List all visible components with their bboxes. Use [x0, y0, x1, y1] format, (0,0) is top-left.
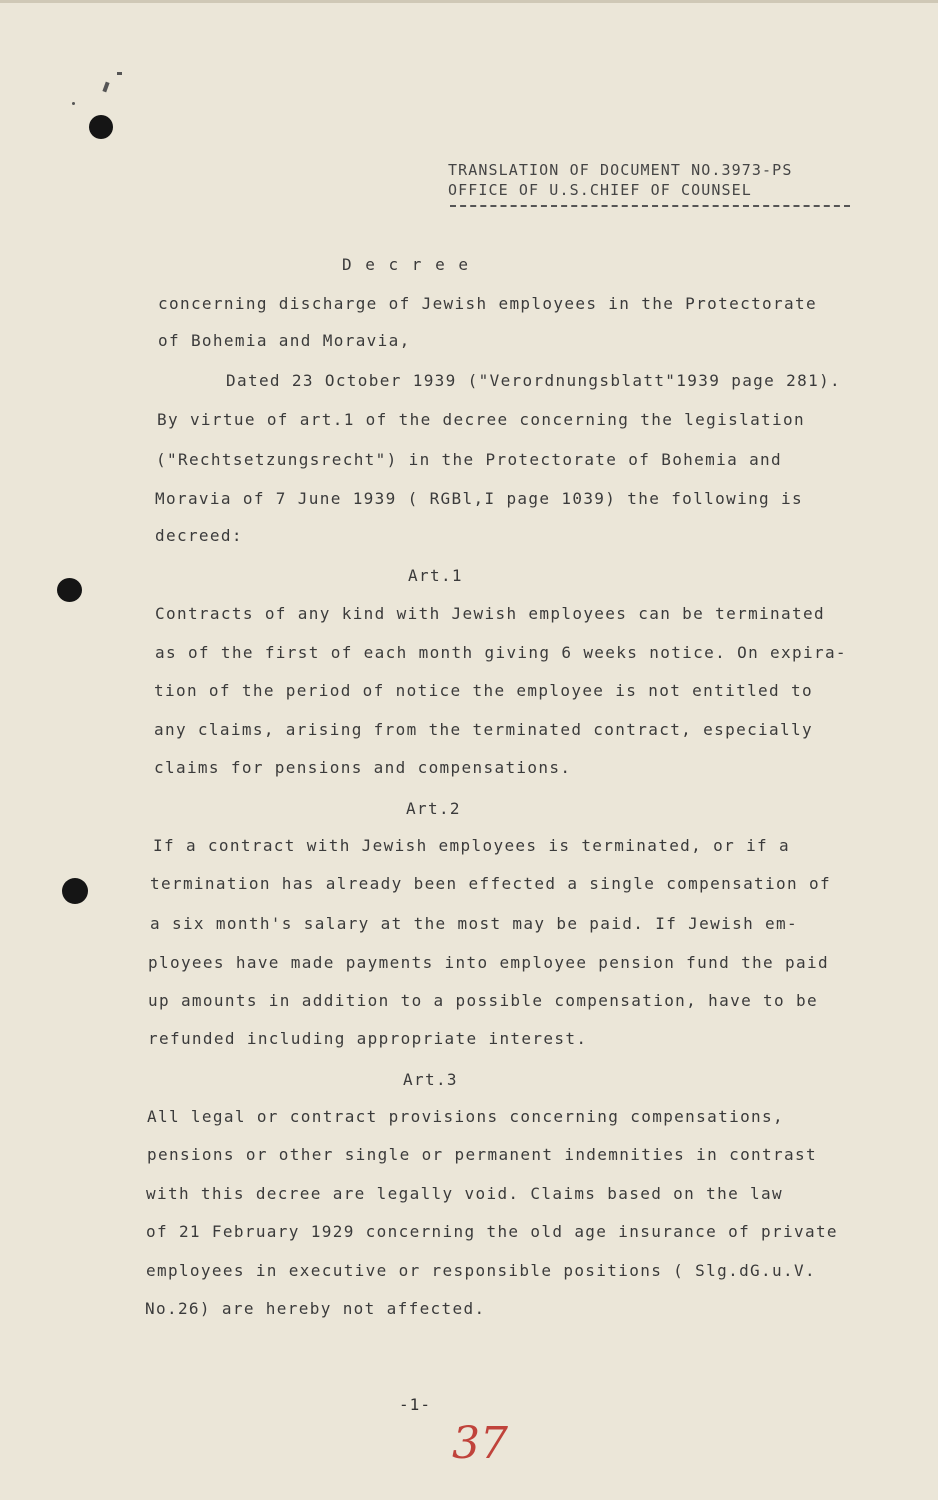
page-number: -1-	[399, 1395, 431, 1414]
header-line-2: OFFICE OF U.S.CHIEF OF COUNSEL	[448, 181, 752, 199]
article-line: If a contract with Jewish employees is terminated, or if a	[153, 836, 791, 855]
article-line: tion of the period of notice the employee is not entitled to	[154, 681, 813, 700]
article-line: employees in executive or responsible positions ( Slg.dG.u.V.	[146, 1261, 816, 1280]
article-line: ployees have made payments into employee pension fund the paid	[148, 953, 829, 972]
article-line: Contracts of any kind with Jewish employees can be terminated	[155, 604, 825, 623]
article-line: All legal or contract provisions concerning compensations,	[147, 1107, 785, 1126]
page-top-edge	[0, 0, 938, 3]
intro-line: Moravia of 7 June 1939 ( RGBl,I page 1039) the following is	[155, 489, 803, 508]
article-line: refunded including appropriate interest.	[148, 1029, 588, 1048]
punch-hole-bottom	[62, 878, 88, 904]
article-heading: Art.2	[406, 799, 461, 818]
article-line: pensions or other single or permanent indemnities in contrast	[147, 1145, 817, 1164]
decree-title: D e c r e e	[342, 255, 470, 274]
header-line-1: TRANSLATION OF DOCUMENT NO.3973-PS	[448, 161, 793, 179]
ink-speck	[117, 72, 122, 75]
intro-line: concerning discharge of Jewish employees in the Protectorate	[158, 294, 817, 313]
punch-hole-middle	[57, 578, 82, 602]
intro-line: of Bohemia and Moravia,	[158, 331, 411, 350]
ink-speck	[72, 102, 75, 105]
ink-speck	[102, 82, 109, 93]
handwritten-page-stamp: 37	[452, 1418, 508, 1469]
intro-line: By virtue of art.1 of the decree concerning the legislation	[157, 410, 805, 429]
article-line: No.26) are hereby not affected.	[145, 1299, 486, 1318]
article-line: termination has already been effected a single compensation of	[150, 874, 831, 893]
article-heading: Art.3	[403, 1070, 458, 1089]
article-line: up amounts in addition to a possible compensation, have to be	[148, 991, 818, 1010]
header-dashed-rule	[450, 205, 850, 207]
article-line: of 21 February 1929 concerning the old age insurance of private	[146, 1222, 838, 1241]
intro-line: Dated 23 October 1939 ("Verordnungsblatt"1939 page 281).	[226, 371, 842, 390]
article-line: with this decree are legally void. Claims based on the law	[146, 1184, 784, 1203]
intro-line: ("Rechtsetzungsrecht") in the Protectorate of Bohemia and	[156, 450, 783, 469]
article-heading: Art.1	[408, 566, 463, 585]
article-line: a six month's salary at the most may be paid. If Jewish em-	[150, 914, 798, 933]
article-line: claims for pensions and compensations.	[154, 758, 572, 777]
punch-hole-top	[89, 115, 113, 139]
article-line: any claims, arising from the terminated contract, especially	[154, 720, 813, 739]
intro-line: decreed:	[155, 526, 243, 545]
article-line: as of the first of each month giving 6 weeks notice. On expira-	[155, 643, 847, 662]
